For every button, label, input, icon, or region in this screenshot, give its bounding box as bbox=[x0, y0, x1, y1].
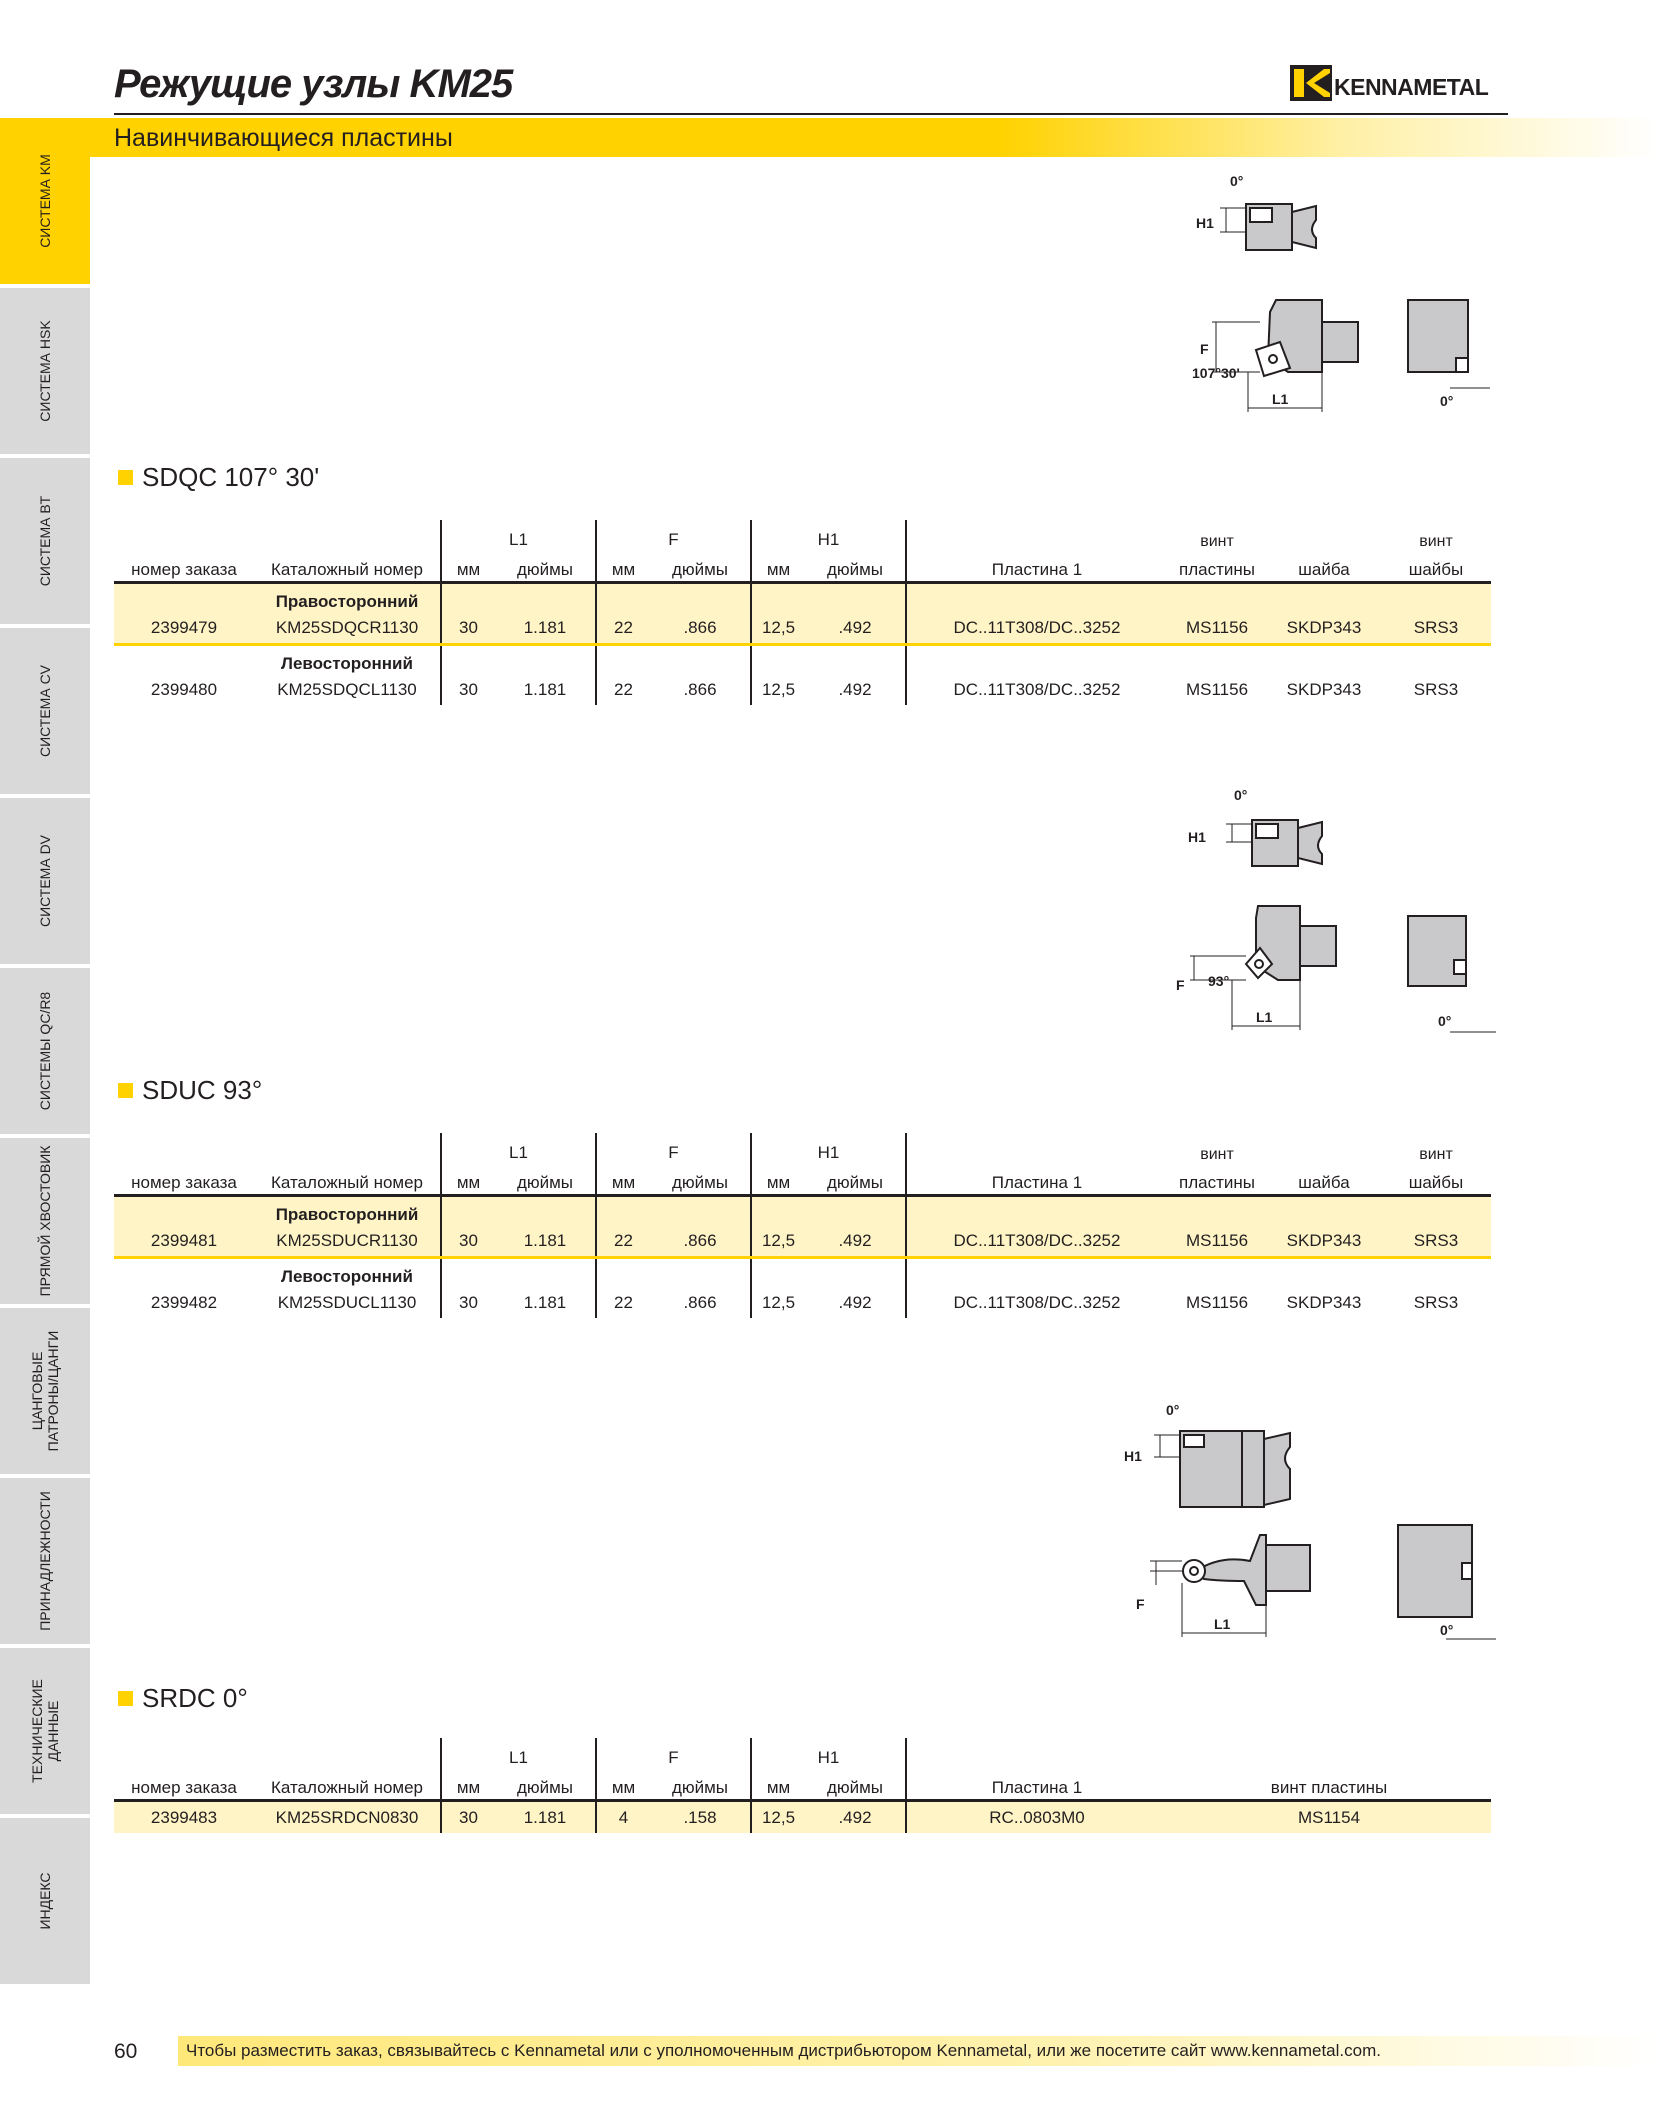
sduc-h1-label: H1 bbox=[1188, 829, 1206, 845]
shim-screw-header-top: винт bbox=[1419, 1146, 1453, 1163]
subtitle-banner bbox=[90, 118, 1658, 157]
l1-inch-cell: 1.181 bbox=[495, 1225, 596, 1258]
h1-mm-cell: 12,5 bbox=[751, 1225, 805, 1258]
l1-header: L1 bbox=[441, 520, 596, 552]
f-inch-cell: .158 bbox=[650, 1801, 751, 1834]
sidebar-item-label: ПРИНАДЛЕЖНОСТИ bbox=[36, 1491, 53, 1631]
section-bullet bbox=[118, 470, 133, 485]
page-title: Режущие узлы KM25 bbox=[114, 62, 513, 106]
srdc-zero-side-label: 0° bbox=[1440, 1622, 1454, 1638]
screw-cell: MS1156 bbox=[1185, 1292, 1249, 1312]
h1-inch-cell: .492 bbox=[805, 1287, 906, 1318]
insert-header: Пластина 1 bbox=[906, 1165, 1167, 1196]
h1-mm-cell: 12,5 bbox=[761, 679, 796, 699]
f-header: F bbox=[596, 1738, 751, 1770]
section-heading bbox=[118, 1683, 248, 1714]
shim-header: шайба bbox=[1267, 1165, 1381, 1196]
h1-header: H1 bbox=[751, 1738, 906, 1770]
sdqc-zero-side-label: 0° bbox=[1440, 393, 1454, 409]
shim-cell: SKDP343 bbox=[1286, 1292, 1362, 1312]
catalog-header: Каталожный номер bbox=[254, 1770, 441, 1801]
sidebar-item-label: СИСТЕМЫ QC/R8 bbox=[36, 991, 53, 1111]
f-mm-cell: 22 bbox=[596, 612, 650, 645]
f-header: F bbox=[596, 1133, 751, 1165]
screw-cell: MS1156 bbox=[1167, 1225, 1267, 1258]
l1-inch-cell: 1.181 bbox=[495, 612, 596, 645]
srdc-l1-label: L1 bbox=[1214, 1616, 1231, 1632]
inch-header: дюймы bbox=[495, 1165, 596, 1196]
section-bullet bbox=[118, 1691, 133, 1706]
mm-header: мм bbox=[441, 552, 495, 583]
section-title: SRDC 0° bbox=[142, 1683, 248, 1713]
mm-header: мм bbox=[751, 552, 805, 583]
group-label: Правосторонний bbox=[254, 583, 441, 613]
shim-screw-cell: SRS3 bbox=[1413, 1292, 1459, 1312]
catalog-cell: KM25SDQCR1130 bbox=[254, 612, 441, 645]
order-header: номер заказа bbox=[114, 1770, 254, 1801]
section-heading bbox=[118, 1075, 262, 1106]
insert-cell: DC..11T308/DC..3252 bbox=[906, 1225, 1167, 1258]
srdc-zero-label: 0° bbox=[1166, 1402, 1180, 1418]
sidebar-item-label: СИСТЕМА HSK bbox=[36, 320, 53, 422]
insert-cell: DC..11T308/DC..3252 bbox=[953, 679, 1121, 699]
order-header: номер заказа bbox=[114, 1165, 254, 1196]
shim-cell: SKDP343 bbox=[1267, 612, 1381, 645]
sidebar-item-qc-r8[interactable] bbox=[0, 968, 90, 1138]
sdqc-h1-label: H1 bbox=[1196, 215, 1214, 231]
sidebar bbox=[0, 118, 90, 1988]
catalog-cell: KM25SRDCN0830 bbox=[254, 1801, 441, 1834]
h1-inch-cell: .492 bbox=[805, 612, 906, 645]
group-label: Левосторонний bbox=[254, 1258, 441, 1288]
l1-inch-cell: 1.181 bbox=[495, 1287, 596, 1318]
order-cell: 2399480 bbox=[150, 679, 218, 699]
sduc-l1-label: L1 bbox=[1256, 1009, 1273, 1025]
h1-inch-cell: .492 bbox=[805, 1801, 906, 1834]
h1-header: H1 bbox=[751, 520, 906, 552]
mm-header: мм bbox=[751, 1770, 805, 1801]
spec-table-sduc bbox=[114, 1133, 1491, 1318]
sidebar-item-collet-chucks[interactable] bbox=[0, 1308, 90, 1478]
section-title: SDUC 93° bbox=[142, 1075, 263, 1105]
table-row bbox=[114, 1801, 1491, 1834]
h1-mm-cell: 12,5 bbox=[751, 612, 805, 645]
f-mm-cell: 4 bbox=[596, 1801, 650, 1834]
shim-cell: SKDP343 bbox=[1267, 1225, 1381, 1258]
shim-screw-header-top: винт bbox=[1419, 533, 1453, 550]
group-label: Левосторонний bbox=[254, 645, 441, 675]
mm-header: мм bbox=[441, 1770, 495, 1801]
h1-mm-cell: 12,5 bbox=[761, 1292, 796, 1312]
sidebar-item-index[interactable] bbox=[0, 1818, 90, 1988]
catalog-header: Каталожный номер bbox=[254, 1165, 441, 1196]
l1-inch-cell: 1.181 bbox=[495, 1801, 596, 1834]
sidebar-item-label: ИНДЕКС bbox=[36, 1872, 53, 1930]
table-row bbox=[114, 1287, 1491, 1318]
inch-header: дюймы bbox=[495, 552, 596, 583]
sdqc-zero-label: 0° bbox=[1230, 173, 1244, 189]
h1-inch-cell: .492 bbox=[805, 674, 906, 705]
sidebar-item-label: СИСТЕМА DV bbox=[36, 834, 53, 928]
sidebar-item-label: ТЕХНИЧЕСКИЕ ДАННЫЕ bbox=[28, 1679, 61, 1783]
sidebar-item-label: ЦАНГОВЫЕ ПАТРОНЫ/ЦАНГИ bbox=[28, 1330, 61, 1452]
footer-bar bbox=[178, 2036, 1658, 2066]
l1-mm-cell: 30 bbox=[459, 1292, 478, 1312]
sidebar-item-dv[interactable] bbox=[0, 798, 90, 968]
inch-header: дюймы bbox=[805, 1165, 906, 1196]
f-inch-cell: .866 bbox=[650, 674, 751, 705]
screw-cell: MS1154 bbox=[1167, 1801, 1491, 1834]
sidebar-item-straight-shank[interactable] bbox=[0, 1138, 90, 1308]
catalog-cell: KM25SDUCL1130 bbox=[254, 1287, 441, 1318]
order-header: номер заказа bbox=[114, 552, 254, 583]
screw-header: винт пластины bbox=[1167, 1770, 1491, 1801]
shim-screw-header-bottom: шайбы bbox=[1381, 1165, 1491, 1196]
screw-header-top: винт bbox=[1200, 533, 1234, 550]
f-mm-cell: 22 bbox=[596, 1225, 650, 1258]
sidebar-item-technical-data[interactable] bbox=[0, 1648, 90, 1818]
section-bullet bbox=[118, 1083, 133, 1098]
shim-screw-cell: SRS3 bbox=[1381, 1225, 1491, 1258]
order-cell: 2399483 bbox=[114, 1801, 254, 1834]
sidebar-item-label: СИСТЕМА KM bbox=[36, 154, 53, 248]
sidebar-item-label: СИСТЕМА BT bbox=[36, 495, 53, 587]
sidebar-item-hsk[interactable] bbox=[0, 288, 90, 458]
screw-cell: MS1156 bbox=[1185, 679, 1249, 699]
f-inch-cell: .866 bbox=[650, 1287, 751, 1318]
screw-cell: MS1156 bbox=[1167, 612, 1267, 645]
l1-mm-cell: 30 bbox=[441, 1801, 495, 1834]
order-cell: 2399479 bbox=[114, 612, 254, 645]
l1-inch-cell: 1.181 bbox=[495, 674, 596, 705]
screw-header-bottom: пластины bbox=[1167, 552, 1267, 583]
page-number: 60 bbox=[114, 2040, 138, 2063]
sidebar-item-cv[interactable] bbox=[0, 628, 90, 798]
table-row bbox=[114, 674, 1491, 705]
h1-mm-cell: 12,5 bbox=[751, 1801, 805, 1834]
table-row bbox=[114, 612, 1491, 645]
shim-header: шайба bbox=[1267, 552, 1381, 583]
shim-cell: SKDP343 bbox=[1286, 679, 1362, 699]
sduc-angle-label: 93° bbox=[1208, 973, 1230, 989]
f-header: F bbox=[596, 520, 751, 552]
sdqc-l1-label: L1 bbox=[1272, 391, 1289, 407]
l1-mm-cell: 30 bbox=[459, 679, 478, 699]
srdc-f-label: F bbox=[1136, 1596, 1145, 1612]
mm-header: мм bbox=[441, 1165, 495, 1196]
brand-name: KENNAMETAL bbox=[1334, 74, 1489, 100]
insert-cell: DC..11T308/DC..3252 bbox=[906, 612, 1167, 645]
shim-screw-header-bottom: шайбы bbox=[1381, 552, 1491, 583]
l1-header: L1 bbox=[441, 1133, 596, 1165]
srdc-tool-drawing bbox=[1110, 1395, 1500, 1655]
catalog-cell: KM25SDQCL1130 bbox=[254, 674, 441, 705]
spec-table-srdc bbox=[114, 1738, 1491, 1833]
mm-header: мм bbox=[596, 552, 650, 583]
inch-header: дюймы bbox=[650, 1165, 751, 1196]
insert-header: Пластина 1 bbox=[906, 1770, 1167, 1801]
table-row bbox=[114, 1225, 1491, 1258]
sidebar-item-bt[interactable] bbox=[0, 458, 90, 628]
inch-header: дюймы bbox=[805, 1770, 906, 1801]
spec-table-sdqc bbox=[114, 520, 1491, 705]
title-rule bbox=[114, 113, 1508, 115]
mm-header: мм bbox=[596, 1770, 650, 1801]
inch-header: дюймы bbox=[650, 552, 751, 583]
inch-header: дюймы bbox=[495, 1770, 596, 1801]
sdqc-f-label: F bbox=[1200, 341, 1209, 357]
l1-mm-cell: 30 bbox=[441, 612, 495, 645]
order-cell: 2399482 bbox=[150, 1292, 218, 1312]
sduc-zero-label: 0° bbox=[1234, 787, 1248, 803]
screw-header-bottom: пластины bbox=[1167, 1165, 1267, 1196]
sdqc-angle-label: 107°30' bbox=[1192, 365, 1240, 381]
l1-mm-cell: 30 bbox=[441, 1225, 495, 1258]
sduc-f-label: F bbox=[1176, 977, 1185, 993]
sduc-zero-side-label: 0° bbox=[1438, 1013, 1452, 1029]
mm-header: мм bbox=[751, 1165, 805, 1196]
insert-header: Пластина 1 bbox=[906, 552, 1167, 583]
page-subtitle: Навинчивающиеся пластины bbox=[114, 124, 453, 152]
h1-inch-cell: .492 bbox=[805, 1225, 906, 1258]
sdqc-tool-drawing bbox=[1150, 172, 1500, 434]
f-inch-cell: .866 bbox=[650, 612, 751, 645]
footer-text: Чтобы разместить заказ, связывайтесь с Kennametal или с уполномоченным дистрибьютором Kennametal, или же посетите сайт www.kennametal.com. bbox=[186, 2041, 1381, 2060]
insert-cell: RC..0803M0 bbox=[906, 1801, 1167, 1834]
insert-cell: DC..11T308/DC..3252 bbox=[953, 1292, 1121, 1312]
catalog-header: Каталожный номер bbox=[254, 552, 441, 583]
group-label: Правосторонний bbox=[254, 1196, 441, 1226]
order-cell: 2399481 bbox=[114, 1225, 254, 1258]
sduc-tool-drawing bbox=[1160, 780, 1500, 1042]
kennametal-k-icon bbox=[1290, 65, 1332, 101]
sidebar-item-label: ПРЯМОЙ ХВОСТОВИК bbox=[36, 1145, 53, 1297]
f-inch-cell: .866 bbox=[650, 1225, 751, 1258]
srdc-h1-label: H1 bbox=[1124, 1448, 1142, 1464]
shim-screw-cell: SRS3 bbox=[1381, 612, 1491, 645]
shim-screw-cell: SRS3 bbox=[1413, 679, 1459, 699]
sidebar-item-km[interactable] bbox=[0, 118, 90, 288]
l1-header: L1 bbox=[441, 1738, 596, 1770]
section-heading bbox=[118, 462, 319, 493]
f-mm-cell: 22 bbox=[614, 1292, 633, 1312]
inch-header: дюймы bbox=[650, 1770, 751, 1801]
h1-header: H1 bbox=[751, 1133, 906, 1165]
mm-header: мм bbox=[596, 1165, 650, 1196]
screw-header-top: винт bbox=[1200, 1146, 1234, 1163]
inch-header: дюймы bbox=[805, 552, 906, 583]
sidebar-item-accessories[interactable] bbox=[0, 1478, 90, 1648]
kennametal-logo bbox=[1290, 64, 1488, 101]
sidebar-item-label: СИСТЕМА CV bbox=[36, 664, 53, 758]
f-mm-cell: 22 bbox=[614, 679, 633, 699]
section-title: SDQC 107° 30' bbox=[142, 462, 320, 492]
catalog-cell: KM25SDUCR1130 bbox=[254, 1225, 441, 1258]
